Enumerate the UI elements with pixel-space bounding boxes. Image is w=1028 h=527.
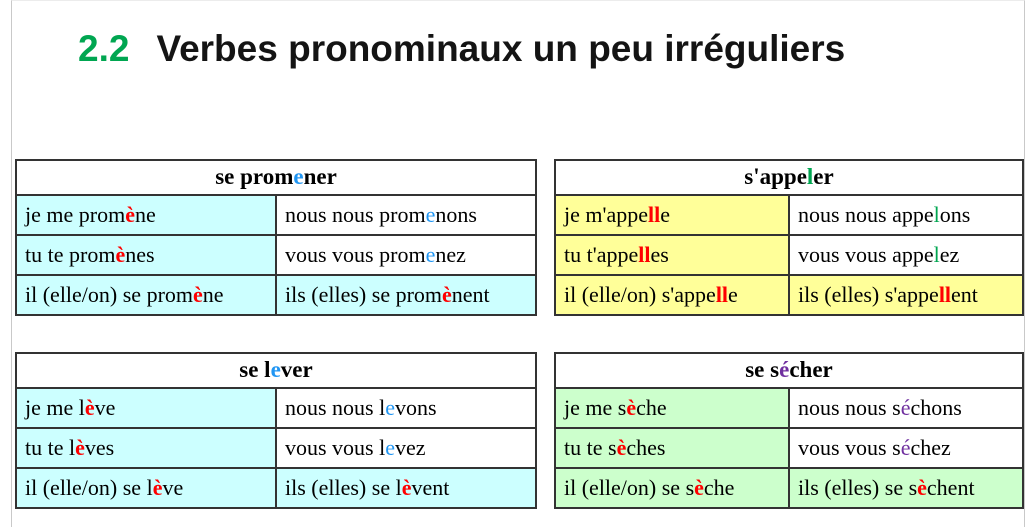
conjugation-table-se-lever bbox=[15, 352, 537, 509]
table-row bbox=[555, 195, 1023, 235]
text-segment: il (elle/on) se l bbox=[25, 474, 153, 500]
highlighted-letter-red: è bbox=[152, 474, 163, 500]
highlighted-letter-red: è bbox=[401, 474, 412, 500]
page-title bbox=[78, 28, 1024, 71]
conjugation-cell bbox=[789, 428, 1023, 468]
table-title-se-promener bbox=[16, 160, 536, 195]
conjugation-cell bbox=[276, 195, 536, 235]
table-row bbox=[16, 235, 536, 275]
page bbox=[11, 0, 1025, 527]
table-row bbox=[16, 388, 536, 428]
highlighted-letter-blue: e bbox=[425, 241, 436, 267]
text-segment: nous nous l bbox=[285, 394, 386, 420]
text-segment: che bbox=[636, 394, 667, 420]
text-segment: ons bbox=[939, 201, 971, 227]
highlighted-letter-green: l bbox=[933, 201, 940, 227]
highlighted-letter-blue: e bbox=[385, 394, 396, 420]
highlighted-letter-red: è bbox=[125, 201, 135, 227]
conjugation-cell bbox=[16, 468, 276, 508]
conjugation-cell bbox=[555, 195, 789, 235]
highlighted-letter-red: ll bbox=[938, 281, 952, 307]
conjugation-cell bbox=[789, 195, 1023, 235]
text-segment: tu te l bbox=[25, 434, 76, 460]
text-segment: tu t'appe bbox=[564, 241, 639, 267]
conjugation-cell bbox=[276, 468, 536, 508]
conjugation-cell bbox=[555, 468, 789, 508]
conjugation-cell bbox=[789, 388, 1023, 428]
text-segment: vous vous l bbox=[285, 434, 386, 460]
text-segment: es bbox=[650, 241, 669, 267]
text-segment: ils (elles) se s bbox=[798, 474, 918, 500]
conjugation-cell bbox=[555, 275, 789, 315]
table-title-se-lever bbox=[16, 353, 536, 388]
text-segment: il (elle/on) s'appe bbox=[564, 281, 716, 307]
text-segment: e bbox=[660, 201, 670, 227]
conjugation-cell bbox=[555, 235, 789, 275]
text-segment: se prom bbox=[215, 164, 294, 190]
conjugation-table-s-appeler bbox=[554, 159, 1024, 316]
text-segment: je m'appe bbox=[564, 201, 648, 227]
highlighted-letter-blue: e bbox=[425, 201, 436, 227]
text-segment: tu te s bbox=[564, 434, 617, 460]
text-segment: ils (elles) se prom bbox=[285, 281, 443, 307]
table-row bbox=[16, 428, 536, 468]
highlighted-letter-red: ll bbox=[638, 241, 651, 267]
text-segment: vous vous s bbox=[798, 434, 901, 460]
conjugation-cell bbox=[276, 428, 536, 468]
conjugation-cell bbox=[16, 388, 276, 428]
text-segment: je me l bbox=[25, 394, 85, 420]
text-segment: se s bbox=[745, 357, 780, 383]
table-row bbox=[555, 468, 1023, 508]
conjugation-cell bbox=[276, 275, 536, 315]
text-segment: ne bbox=[202, 281, 224, 307]
text-segment: vent bbox=[411, 474, 450, 500]
conjugation-cell bbox=[276, 235, 536, 275]
text-segment: ches bbox=[626, 434, 666, 460]
table-row bbox=[16, 468, 536, 508]
highlighted-letter-purple: é bbox=[779, 357, 790, 383]
highlighted-letter-red: è bbox=[616, 434, 627, 460]
table-title-se-secher bbox=[555, 353, 1023, 388]
table-title-s-appeler bbox=[555, 160, 1023, 195]
text-segment: ez bbox=[939, 241, 960, 267]
text-segment: il (elle/on) se s bbox=[564, 474, 695, 500]
text-segment: ves bbox=[84, 434, 115, 460]
text-segment: nez bbox=[435, 241, 466, 267]
conjugation-cell bbox=[789, 235, 1023, 275]
text-segment: e bbox=[728, 281, 738, 307]
text-segment: vous vous prom bbox=[285, 241, 426, 267]
text-segment: nes bbox=[125, 241, 155, 267]
table-row bbox=[16, 195, 536, 235]
text-segment: vons bbox=[395, 394, 437, 420]
highlighted-letter-green: l bbox=[933, 241, 940, 267]
table-row bbox=[555, 388, 1023, 428]
conjugation-cell bbox=[16, 235, 276, 275]
text-segment: tu te prom bbox=[25, 241, 116, 267]
text-segment: chez bbox=[910, 434, 951, 460]
text-segment: nons bbox=[435, 201, 477, 227]
conjugation-cell bbox=[276, 388, 536, 428]
highlighted-letter-green: l bbox=[806, 164, 814, 190]
text-segment: chons bbox=[910, 394, 962, 420]
text-segment: s'appe bbox=[744, 164, 807, 190]
text-segment: ver bbox=[280, 357, 313, 383]
text-segment: il (elle/on) se prom bbox=[25, 281, 194, 307]
text-segment: ve bbox=[94, 394, 116, 420]
highlighted-letter-purple: é bbox=[900, 394, 911, 420]
text-segment: ils (elles) s'appe bbox=[798, 281, 939, 307]
text-segment: se l bbox=[239, 357, 271, 383]
conjugation-cell bbox=[555, 428, 789, 468]
text-segment: nent bbox=[451, 281, 490, 307]
tables-grid bbox=[15, 159, 1024, 509]
table-row bbox=[16, 275, 536, 315]
text-segment: chent bbox=[926, 474, 975, 500]
highlighted-letter-red: è bbox=[694, 474, 704, 500]
highlighted-letter-red: è bbox=[917, 474, 927, 500]
highlighted-letter-red: è bbox=[115, 241, 126, 267]
highlighted-letter-red: ll bbox=[647, 201, 661, 227]
highlighted-letter-red: ll bbox=[715, 281, 729, 307]
text-segment: nous nous s bbox=[798, 394, 901, 420]
highlighted-letter-red: è bbox=[193, 281, 203, 307]
conjugation-cell bbox=[789, 468, 1023, 508]
text-segment: nous nous appe bbox=[798, 201, 934, 227]
text-segment: nous nous prom bbox=[285, 201, 426, 227]
text-segment: vez bbox=[395, 434, 426, 460]
text-segment: je me prom bbox=[25, 201, 126, 227]
highlighted-letter-blue: e bbox=[385, 434, 396, 460]
text-segment: ve bbox=[162, 474, 184, 500]
highlighted-letter-blue: e bbox=[270, 357, 281, 383]
table-row bbox=[555, 235, 1023, 275]
text-segment: vous vous appe bbox=[798, 241, 934, 267]
highlighted-letter-red: è bbox=[442, 281, 452, 307]
section-number: 2.2 bbox=[78, 28, 130, 69]
text-segment: je me s bbox=[564, 394, 627, 420]
highlighted-letter-red: è bbox=[75, 434, 85, 460]
text-segment: er bbox=[813, 164, 834, 190]
text-segment: ent bbox=[951, 281, 978, 307]
text-segment: che bbox=[703, 474, 735, 500]
table-row bbox=[555, 275, 1023, 315]
conjugation-cell bbox=[16, 428, 276, 468]
highlighted-letter-red: è bbox=[84, 394, 95, 420]
text-segment: cher bbox=[789, 357, 833, 383]
conjugation-cell bbox=[789, 275, 1023, 315]
conjugation-cell bbox=[16, 195, 276, 235]
text-segment: ils (elles) se l bbox=[285, 474, 402, 500]
page-title-text: Verbes pronominaux un peu irréguliers bbox=[156, 28, 846, 69]
highlighted-letter-purple: é bbox=[900, 434, 911, 460]
conjugation-table-se-promener bbox=[15, 159, 537, 316]
text-segment: ner bbox=[303, 164, 337, 190]
highlighted-letter-red: è bbox=[626, 394, 637, 420]
conjugation-table-se-secher bbox=[554, 352, 1024, 509]
conjugation-cell bbox=[555, 388, 789, 428]
conjugation-cell bbox=[16, 275, 276, 315]
text-segment: ne bbox=[134, 201, 156, 227]
highlighted-letter-blue: e bbox=[293, 164, 304, 190]
table-row bbox=[555, 428, 1023, 468]
